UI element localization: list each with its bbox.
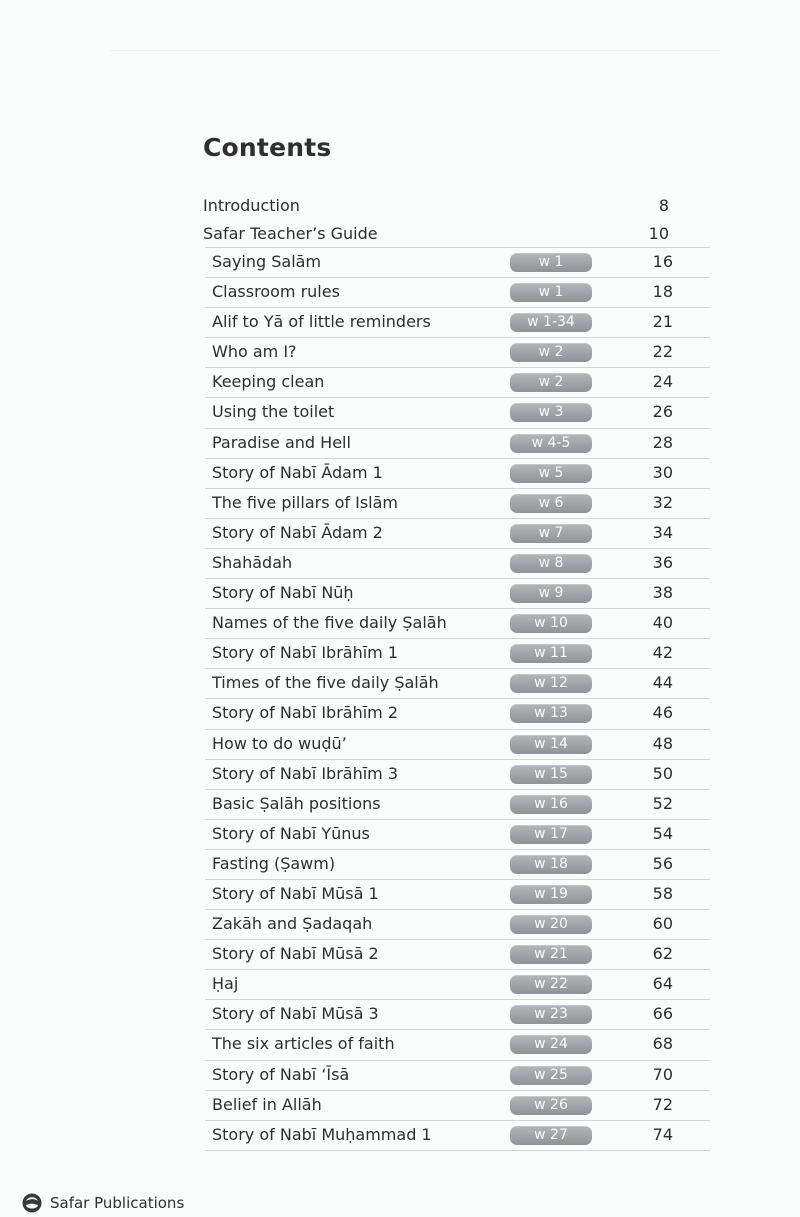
week-badge: w 6 — [510, 494, 592, 513]
week-badge: w 15 — [510, 765, 592, 784]
entry-title: Story of Nabī ‘Īsā — [212, 1064, 350, 1084]
entry-title: Basic Ṣalāh positions — [212, 793, 381, 813]
week-badge: w 21 — [510, 945, 592, 964]
toc-row[interactable] — [205, 519, 710, 549]
entry-title: Story of Nabī Ādam 2 — [212, 522, 383, 542]
week-badge: w 20 — [510, 915, 592, 934]
week-badge: w 22 — [510, 975, 592, 994]
entry-title: Story of Nabī Ibrāhīm 3 — [212, 763, 399, 783]
week-badge: w 24 — [510, 1035, 592, 1054]
entry-page: 38 — [652, 583, 673, 603]
entry-title: Fasting (Ṣawm) — [212, 853, 336, 873]
entry-page: 40 — [652, 613, 673, 633]
entry-page: 58 — [652, 883, 673, 903]
entry-title: The six articles of faith — [212, 1034, 395, 1054]
entry-page: 56 — [652, 853, 673, 873]
entry-page: 21 — [652, 312, 673, 332]
toc-row[interactable] — [205, 910, 710, 940]
week-badge: w 2 — [510, 373, 592, 392]
week-badge: w 11 — [510, 644, 592, 663]
entry-page: 64 — [652, 974, 673, 994]
entry-page: 24 — [652, 372, 673, 392]
entry-page: 34 — [652, 522, 673, 542]
entry-page: 68 — [652, 1034, 673, 1054]
entry-page: 50 — [652, 763, 673, 783]
entry-title: Who am I? — [212, 342, 297, 362]
entry-page: 54 — [652, 823, 673, 843]
toc-row[interactable] — [205, 549, 710, 579]
toc-row[interactable] — [205, 489, 710, 519]
entry-title: Belief in Allāh — [212, 1094, 322, 1114]
entry-page: 30 — [652, 462, 673, 482]
entry-title: Ḥaj — [212, 974, 239, 994]
entry-title: Story of Nabī Ādam 1 — [212, 462, 383, 482]
entry-title: Zakāh and Ṣadaqah — [212, 914, 373, 934]
swirl-logo-icon — [22, 1193, 42, 1213]
entry-title: Keeping clean — [212, 372, 325, 392]
toc-row[interactable] — [205, 639, 710, 669]
week-badge: w 13 — [510, 704, 592, 723]
toc-row[interactable] — [205, 820, 710, 850]
entry-page: 32 — [652, 492, 673, 512]
toc-row[interactable] — [205, 760, 710, 790]
toc-row[interactable] — [205, 669, 710, 699]
entry-title: How to do wuḍū’ — [212, 733, 347, 753]
page-title: Contents — [203, 133, 332, 162]
entry-title: Story of Nabī Mūsā 1 — [212, 883, 379, 903]
entry-title: Times of the five daily Ṣalāh — [212, 673, 439, 693]
toc-row[interactable] — [205, 850, 710, 880]
entry-page: 22 — [652, 342, 673, 362]
week-badge: w 7 — [510, 524, 592, 543]
toc-row[interactable] — [205, 790, 710, 820]
toc-row-teachers-guide[interactable] — [203, 220, 673, 248]
entry-page: 72 — [652, 1094, 673, 1114]
toc-row[interactable] — [205, 880, 710, 910]
entry-page: 42 — [652, 643, 673, 663]
toc-row[interactable] — [205, 368, 710, 398]
week-badge: w 14 — [510, 735, 592, 754]
entry-page: 28 — [652, 432, 673, 452]
toc-row[interactable] — [205, 1030, 710, 1060]
toc-row[interactable] — [205, 940, 710, 970]
entry-page: 10 — [648, 224, 669, 243]
entry-title: Story of Nabī Ibrāhīm 2 — [212, 703, 399, 723]
toc-row[interactable] — [205, 579, 710, 609]
entry-page: 46 — [652, 703, 673, 723]
toc-row[interactable] — [205, 308, 710, 338]
entry-title: Story of Nabī Yūnus — [212, 823, 370, 843]
entry-page: 44 — [652, 673, 673, 693]
entry-page: 62 — [652, 944, 673, 964]
week-badge: w 19 — [510, 885, 592, 904]
entry-page: 26 — [652, 402, 673, 422]
toc-row[interactable] — [205, 609, 710, 639]
toc-row[interactable] — [205, 338, 710, 368]
entry-page: 36 — [652, 552, 673, 572]
lesson-list — [205, 247, 710, 1151]
entry-title: Paradise and Hell — [212, 432, 351, 452]
week-badge: w 26 — [510, 1096, 592, 1115]
week-badge: w 4-5 — [510, 434, 592, 453]
toc-row[interactable] — [205, 1000, 710, 1030]
week-badge: w 12 — [510, 674, 592, 693]
toc-row-introduction[interactable] — [203, 192, 673, 220]
entry-page: 52 — [652, 793, 673, 813]
week-badge: w 1 — [510, 283, 592, 302]
toc-row[interactable] — [205, 248, 710, 278]
toc-row[interactable] — [205, 1121, 710, 1151]
toc-row[interactable] — [205, 1061, 710, 1091]
entry-title: Story of Nabī Mūsā 2 — [212, 944, 379, 964]
toc-row[interactable] — [205, 1091, 710, 1121]
faint-rule — [110, 50, 720, 51]
entry-page: 70 — [652, 1064, 673, 1084]
entry-title: Introduction — [203, 196, 300, 215]
entry-title: Story of Nabī Muḥammad 1 — [212, 1124, 432, 1144]
week-badge: w 1-34 — [510, 313, 592, 332]
week-badge: w 3 — [510, 403, 592, 422]
toc-row[interactable] — [205, 970, 710, 1000]
entry-title: Story of Nabī Mūsā 3 — [212, 1004, 379, 1024]
week-badge: w 25 — [510, 1066, 592, 1085]
toc-row[interactable] — [205, 699, 710, 729]
entry-title: The five pillars of Islām — [212, 492, 399, 512]
entry-title: Safar Teacher’s Guide — [203, 224, 378, 243]
entry-title: Story of Nabī Nūḥ — [212, 583, 354, 603]
intro-list — [203, 192, 673, 248]
entry-title: Story of Nabī Ibrāhīm 1 — [212, 643, 399, 663]
week-badge: w 27 — [510, 1126, 592, 1145]
entry-title: Classroom rules — [212, 282, 340, 302]
week-badge: w 1 — [510, 253, 592, 272]
entry-page: 74 — [652, 1124, 673, 1144]
week-badge: w 10 — [510, 614, 592, 633]
entry-title: Alif to Yā of little reminders — [212, 312, 431, 332]
entry-page: 16 — [652, 252, 673, 271]
entry-page: 48 — [652, 733, 673, 753]
toc-row[interactable] — [205, 459, 710, 489]
publisher-name: Safar Publications — [50, 1194, 185, 1212]
footer — [22, 1190, 184, 1216]
week-badge: w 16 — [510, 795, 592, 814]
entry-title: Shahādah — [212, 552, 293, 572]
week-badge: w 17 — [510, 825, 592, 844]
toc-row[interactable] — [205, 429, 710, 459]
entry-title: Saying Salām — [212, 252, 322, 271]
toc-row[interactable] — [205, 278, 710, 308]
week-badge: w 9 — [510, 584, 592, 603]
entry-page: 18 — [652, 282, 673, 302]
entry-page: 66 — [652, 1004, 673, 1024]
toc-row[interactable] — [205, 398, 710, 428]
week-badge: w 8 — [510, 554, 592, 573]
week-badge: w 5 — [510, 464, 592, 483]
entry-title: Names of the five daily Ṣalāh — [212, 613, 447, 633]
entry-page: 60 — [652, 914, 673, 934]
entry-title: Using the toilet — [212, 402, 335, 422]
week-badge: w 18 — [510, 855, 592, 874]
toc-row[interactable] — [205, 730, 710, 760]
week-badge: w 23 — [510, 1005, 592, 1024]
entry-page: 8 — [658, 196, 669, 215]
week-badge: w 2 — [510, 343, 592, 362]
